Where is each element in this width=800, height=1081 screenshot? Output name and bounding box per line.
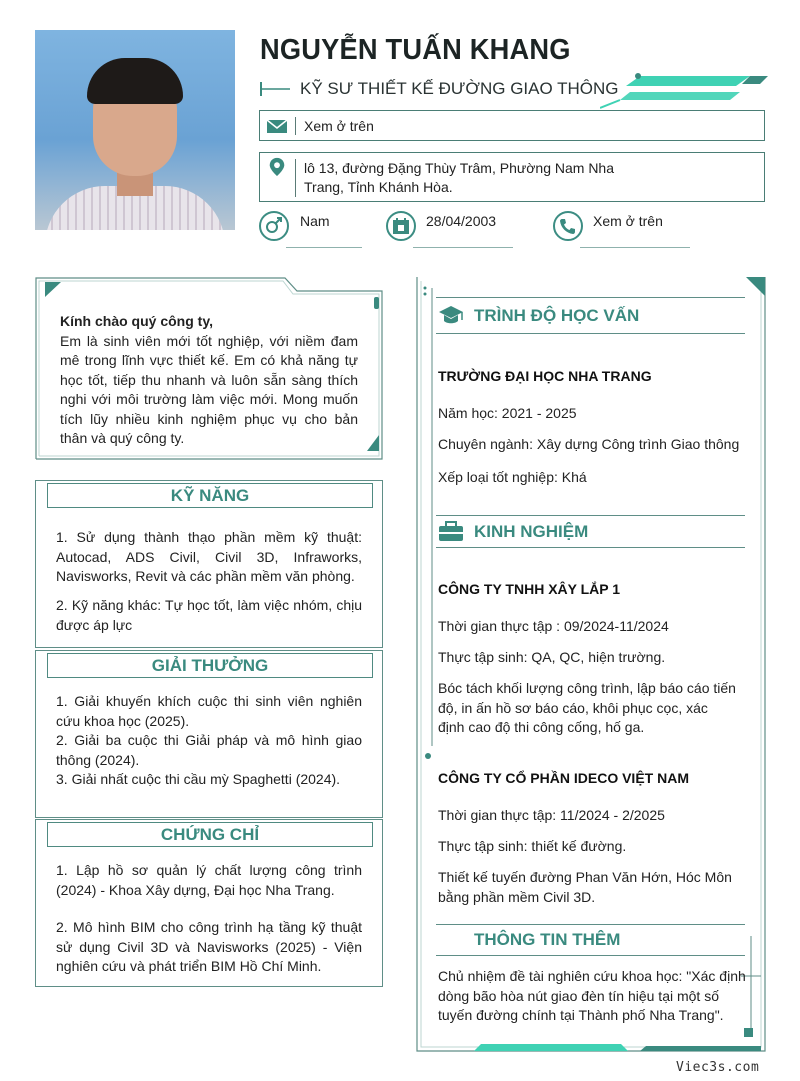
briefcase-icon (438, 520, 464, 542)
candidate-name: NGUYỄN TUẤN KHANG (260, 34, 571, 66)
intro-body: Em là sinh viên mới tốt nghiệp, với niềm đam mê trong lĩnh vực thiết kế. Em có khả năng tự học tốt, tiếp thu nhanh và luôn sẵn sàng thích nghi với môi trường làm việc mới. Mong muốn tích lũy nhiều kinh nghiệm phục vụ cho bản thân và quý công ty. (60, 332, 358, 446)
job-role: Thực tập sinh: QA, QC, hiện trường. (438, 649, 666, 665)
education-heading: TRÌNH ĐỘ HỌC VẤN (474, 306, 640, 325)
address-value: lô 13, đường Đặng Thùy Trâm, Phường Nam Nha Trang, Tỉnh Khánh Hòa. (304, 160, 614, 195)
award-item: 2. Giải ba cuộc thi Giải pháp và mô hình giao thông (2024). (56, 732, 362, 768)
skills-heading: KỸ NĂNG (47, 483, 373, 508)
job-description: Thiết kế tuyến đường Phan Văn Hớn, Hóc Môn bằng phần mềm Civil 3D. (438, 869, 732, 905)
birthdate-value: 28/04/2003 (426, 213, 497, 229)
awards-section (35, 650, 383, 818)
company-name: CÔNG TY CỔ PHẦN IDECO VIỆT NAM (438, 770, 689, 786)
school-year: Năm học: 2021 - 2025 (438, 405, 577, 421)
extra-text: Chủ nhiệm đề tài nghiên cứu khoa học: "Xác định dòng bão hòa nút giao đèn tín hiệu tại một số tuyến đường chính tại Thành phố Nha Trang". (438, 968, 746, 1023)
school-name: TRƯỜNG ĐẠI HỌC NHA TRANG (438, 368, 652, 384)
watermark: Viec3s.com (676, 1060, 760, 1075)
job-role: Thực tập sinh: thiết kế đường. (438, 838, 627, 854)
school-major: Chuyên ngành: Xây dựng Công trình Giao thông (438, 436, 740, 452)
profile-photo (35, 30, 235, 230)
location-pin-icon (266, 157, 288, 177)
company-name: CÔNG TY TNHH XÂY LẮP 1 (438, 581, 621, 597)
intro-text (60, 312, 358, 449)
job-period: Thời gian thực tập : 09/2024-11/2024 (438, 618, 669, 634)
phone-value: Xem ở trên (593, 213, 663, 229)
experience-heading: KINH NGHIỆM (474, 522, 589, 541)
award-item: 1. Giải khuyến khích cuộc thi sinh viên nghiên cứu khoa học (2025). (56, 693, 362, 729)
skill-item: 1. Sử dụng thành thạo phần mềm kỹ thuật: Autocad, ADS Civil, Civil 3D, Infraworks, Navisworks, Revit và các phần mềm văn phòng. (56, 529, 362, 584)
gender-value: Nam (300, 213, 330, 229)
graduation-cap-icon (438, 304, 464, 326)
certificate-item: 1. Lập hồ sơ quản lý chất lượng công trình (2024) - Khoa Xây dựng, Đại học Nha Trang. (56, 862, 362, 898)
certificates-heading: CHỨNG CHỈ (47, 822, 373, 847)
email-box (259, 110, 765, 141)
envelope-icon (266, 116, 288, 136)
certificates-section (35, 819, 383, 987)
gender-icon (259, 211, 289, 241)
email-value: Xem ở trên (304, 118, 374, 134)
award-item: 3. Giải nhất cuộc thi cầu mỳ Spaghetti (2024). (56, 771, 341, 787)
skill-item: 2. Kỹ năng khác: Tự học tốt, làm việc nhóm, chịu được áp lực (56, 597, 362, 633)
phone-icon (553, 211, 583, 241)
school-grade: Xếp loại tốt nghiệp: Khá (438, 469, 587, 485)
extra-heading: THÔNG TIN THÊM (474, 930, 621, 949)
calendar-icon (386, 211, 416, 241)
job-period: Thời gian thực tập: 11/2024 - 2/2025 (438, 807, 665, 823)
skills-section (35, 480, 383, 648)
job-description: Bóc tách khối lượng công trình, lập báo cáo tiến độ, in ấn hồ sơ báo cáo, khôi phục cọc, xác định cao độ thi công cống, hố ga. (438, 680, 736, 735)
address-box (259, 152, 765, 202)
job-title: KỸ SƯ THIẾT KẾ ĐƯỜNG GIAO THÔNG (300, 79, 619, 98)
awards-heading: GIẢI THƯỞNG (47, 653, 373, 678)
header-decoration (600, 70, 770, 110)
title-marker-icon (260, 80, 290, 98)
intro-greeting: Kính chào quý công ty, (60, 313, 213, 329)
certificate-item: 2. Mô hình BIM cho công trình hạ tầng kỹ thuật sử dụng Civil 3D và Navisworks (2025) - Viện nghiên cứu và phát triển BIM Hồ Chí Minh. (56, 919, 362, 974)
